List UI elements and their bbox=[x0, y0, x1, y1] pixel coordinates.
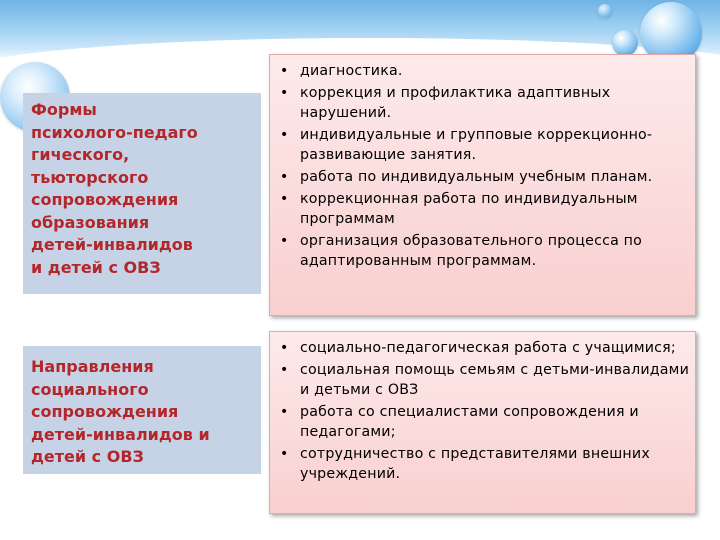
list-item-text: организация образовательного процесса по адаптированным программам. bbox=[300, 233, 643, 269]
list-item-text: индивидуальные и групповые коррекционно-развивающие занятия. bbox=[300, 127, 653, 163]
directions-content-box bbox=[269, 331, 696, 514]
list-item bbox=[274, 402, 689, 442]
forms-label-line: психолого-педаго bbox=[31, 122, 198, 142]
directions-label-line: детей-инвалидов и bbox=[31, 424, 210, 444]
list-item-text: социальная помощь семьям с детьми-инвалидами и детьми с ОВЗ bbox=[300, 362, 689, 398]
directions-bullet-list bbox=[274, 338, 689, 484]
forms-label bbox=[23, 93, 261, 294]
list-item bbox=[274, 231, 689, 271]
directions-label-line: Направления bbox=[31, 357, 154, 376]
list-item-text: диагностика. bbox=[300, 63, 403, 79]
bullet-icon: • bbox=[280, 169, 289, 185]
bubble-decoration bbox=[598, 4, 612, 18]
forms-label-line: детей-инвалидов bbox=[31, 235, 193, 254]
list-item bbox=[274, 83, 689, 123]
forms-label-line: тьюторского bbox=[31, 167, 149, 187]
list-item-text: работа со специалистами сопровождения и педагогами; bbox=[300, 404, 639, 440]
list-item bbox=[274, 189, 689, 229]
bullet-icon: • bbox=[280, 127, 289, 143]
list-item bbox=[274, 444, 689, 484]
bullet-icon: • bbox=[280, 340, 289, 356]
forms-label-line: и детей с ОВЗ bbox=[31, 257, 161, 277]
list-item bbox=[274, 360, 689, 400]
bullet-icon: • bbox=[280, 404, 289, 420]
list-item bbox=[274, 61, 689, 81]
bubble-decoration bbox=[612, 30, 638, 56]
bullet-icon: • bbox=[280, 191, 289, 207]
bullet-icon: • bbox=[280, 233, 289, 249]
list-item-text: работа по индивидуальным учебным планам. bbox=[300, 169, 653, 185]
directions-label-line: детей с ОВЗ bbox=[31, 447, 144, 466]
list-item-text: социально-педагогическая работа с учащимися; bbox=[300, 340, 676, 356]
forms-label-line: сопровождения bbox=[31, 190, 179, 209]
directions-label bbox=[23, 346, 261, 474]
bullet-icon: • bbox=[280, 85, 289, 101]
list-item bbox=[274, 167, 689, 187]
list-item bbox=[274, 125, 689, 165]
list-item-text: коррекция и профилактика адаптивных нарушений. bbox=[300, 85, 611, 121]
directions-label-line: сопровождения bbox=[31, 402, 179, 421]
list-item-text: коррекционная работа по индивидуальным программам bbox=[300, 191, 638, 227]
header-decoration bbox=[0, 0, 720, 62]
directions-label-line: социального bbox=[31, 379, 149, 399]
forms-content-box bbox=[269, 54, 696, 316]
list-item-text: сотрудничество с представителями внешних учреждений. bbox=[300, 446, 650, 482]
forms-label-line: гического, bbox=[31, 145, 130, 164]
list-item bbox=[274, 338, 689, 358]
forms-label-line: Формы bbox=[31, 100, 97, 119]
bullet-icon: • bbox=[280, 63, 289, 79]
forms-bullet-list bbox=[274, 61, 689, 271]
bullet-icon: • bbox=[280, 446, 289, 462]
forms-label-line: образования bbox=[31, 212, 150, 232]
bullet-icon: • bbox=[280, 362, 289, 378]
